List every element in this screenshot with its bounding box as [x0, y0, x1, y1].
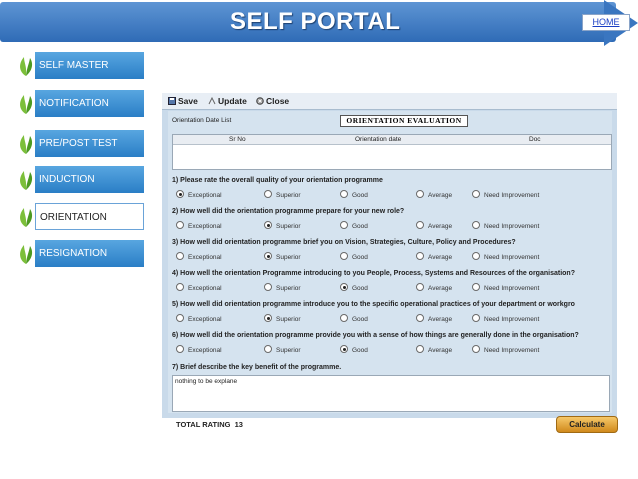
- total-rating-value: 13: [234, 420, 243, 429]
- leaf-icon: [17, 55, 35, 77]
- radio-label: Superior: [276, 254, 301, 261]
- save-button[interactable]: [168, 96, 198, 106]
- radio-icon: [264, 221, 272, 229]
- update-icon: [208, 97, 216, 105]
- radio-icon: [264, 252, 272, 260]
- radio-label: Superior: [276, 192, 301, 199]
- evaluation-title: ORIENTATION EVALUATION: [340, 115, 468, 127]
- radio-label: Superior: [276, 223, 301, 230]
- leaf-icon: [17, 206, 35, 228]
- radio-icon: [416, 283, 424, 291]
- radio-label: Good: [352, 347, 368, 354]
- question-6: 6) How well did the orientation programme provide you with a sense of how things are generally done in the organisation?: [172, 332, 579, 339]
- radio-icon: [176, 190, 184, 198]
- sidebar-item-self-master[interactable]: [17, 52, 145, 79]
- radio-icon: [472, 283, 480, 291]
- radio-icon: [472, 190, 480, 198]
- update-button[interactable]: [208, 96, 247, 106]
- sidebar-item-label: RESIGNATION: [35, 240, 144, 267]
- grid-header: [173, 135, 611, 145]
- sidebar-item-label: NOTIFICATION: [35, 90, 144, 117]
- radio-exceptional[interactable]: [176, 221, 222, 230]
- radio-good[interactable]: [340, 252, 368, 261]
- radio-need-improvement[interactable]: [472, 345, 539, 354]
- radio-label: Need Improvement: [484, 347, 540, 354]
- radio-icon: [264, 283, 272, 291]
- radio-icon: [264, 190, 272, 198]
- radio-label: Need Improvement: [484, 254, 540, 261]
- rating-options-q6: [172, 345, 602, 355]
- radio-icon: [472, 314, 480, 322]
- radio-label: Average: [428, 316, 453, 323]
- leaf-icon: [17, 93, 35, 115]
- radio-superior[interactable]: [264, 252, 301, 261]
- column-header-doc: Doc: [529, 136, 541, 143]
- leaf-icon: [17, 243, 35, 265]
- radio-label: Good: [352, 316, 368, 323]
- leaf-icon: [17, 133, 35, 155]
- radio-exceptional[interactable]: [176, 190, 222, 199]
- radio-icon: [340, 190, 348, 198]
- sidebar-item-induction[interactable]: [17, 166, 145, 193]
- radio-label: Average: [428, 285, 453, 292]
- radio-icon: [340, 221, 348, 229]
- radio-average[interactable]: [416, 314, 452, 323]
- radio-icon: [416, 190, 424, 198]
- radio-exceptional[interactable]: [176, 314, 222, 323]
- radio-label: Exceptional: [188, 285, 222, 292]
- radio-label: Exceptional: [188, 223, 222, 230]
- radio-average[interactable]: [416, 252, 452, 261]
- form-body: [168, 111, 612, 429]
- rating-options-q1: [172, 190, 602, 200]
- radio-icon: [264, 345, 272, 353]
- radio-good[interactable]: [340, 345, 368, 354]
- radio-superior[interactable]: [264, 221, 301, 230]
- radio-label: Good: [352, 254, 368, 261]
- home-link[interactable]: HOME: [582, 14, 630, 31]
- radio-label: Superior: [276, 316, 301, 323]
- radio-average[interactable]: [416, 283, 452, 292]
- sidebar-item-orientation[interactable]: [17, 203, 145, 230]
- radio-superior[interactable]: [264, 345, 301, 354]
- radio-label: Need Improvement: [484, 285, 540, 292]
- radio-label: Need Improvement: [484, 223, 540, 230]
- page-title: SELF PORTAL: [230, 8, 401, 35]
- orientation-date-grid[interactable]: [172, 134, 612, 170]
- radio-average[interactable]: [416, 345, 452, 354]
- toolbar: [162, 93, 617, 110]
- question-1: 1) Please rate the overall quality of your orientation programme: [172, 177, 383, 184]
- radio-icon: [176, 314, 184, 322]
- question-2: 2) How well did the orientation programme prepare for your new role?: [172, 208, 405, 215]
- header-banner: [0, 0, 638, 46]
- radio-good[interactable]: [340, 221, 368, 230]
- rating-options-q4: [172, 283, 602, 293]
- radio-exceptional[interactable]: [176, 345, 222, 354]
- rating-options-q2: [172, 221, 602, 231]
- radio-average[interactable]: [416, 190, 452, 199]
- radio-label: Need Improvement: [484, 316, 540, 323]
- total-rating: [176, 420, 243, 429]
- radio-icon: [416, 345, 424, 353]
- radio-icon: [340, 283, 348, 291]
- calculate-button[interactable]: Calculate: [556, 416, 618, 433]
- sidebar-item-resignation[interactable]: [17, 240, 145, 267]
- save-label: Save: [178, 96, 198, 106]
- question-4: 4) How well the orientation Programme introducing to you People, Process, Systems and Resources of the organisation?: [172, 270, 575, 277]
- radio-need-improvement[interactable]: [472, 221, 539, 230]
- radio-label: Average: [428, 347, 453, 354]
- radio-icon: [264, 314, 272, 322]
- sidebar-item-label: SELF MASTER: [35, 52, 144, 79]
- radio-label: Exceptional: [188, 192, 222, 199]
- sidebar-item-notification[interactable]: [17, 90, 145, 117]
- radio-icon: [340, 314, 348, 322]
- radio-need-improvement[interactable]: [472, 252, 539, 261]
- radio-icon: [176, 221, 184, 229]
- radio-label: Average: [428, 254, 453, 261]
- radio-label: Superior: [276, 347, 301, 354]
- column-header-orientation-date: Orientation date: [355, 136, 402, 143]
- radio-label: Good: [352, 223, 368, 230]
- update-label: Update: [218, 96, 247, 106]
- radio-good[interactable]: [340, 314, 368, 323]
- sidebar-item-pre-post-test[interactable]: [17, 130, 145, 157]
- leaf-icon: [17, 169, 35, 191]
- orientation-evaluation-panel: [162, 93, 617, 429]
- close-button[interactable]: [256, 96, 289, 106]
- radio-label: Exceptional: [188, 347, 222, 354]
- radio-icon: [416, 252, 424, 260]
- rating-options-q3: [172, 252, 602, 262]
- radio-label: Average: [428, 223, 453, 230]
- radio-icon: [472, 345, 480, 353]
- question-5: 5) How well did orientation programme introduce you to the specific operational practices of your department or workgro: [172, 301, 575, 308]
- radio-icon: [472, 252, 480, 260]
- close-icon: [256, 97, 264, 105]
- radio-superior[interactable]: [264, 283, 301, 292]
- radio-icon: [340, 345, 348, 353]
- benefit-textarea[interactable]: nothing to be explane: [172, 375, 610, 412]
- column-header-sr-no: Sr No: [229, 136, 246, 143]
- radio-icon: [416, 221, 424, 229]
- radio-superior[interactable]: [264, 314, 301, 323]
- radio-icon: [416, 314, 424, 322]
- radio-average[interactable]: [416, 221, 452, 230]
- radio-good[interactable]: [340, 283, 368, 292]
- radio-label: Need Improvement: [484, 192, 540, 199]
- close-label: Close: [266, 96, 290, 106]
- sidebar-item-label: INDUCTION: [35, 166, 144, 193]
- radio-label: Good: [352, 285, 368, 292]
- radio-icon: [340, 252, 348, 260]
- radio-exceptional[interactable]: [176, 283, 222, 292]
- radio-exceptional[interactable]: [176, 252, 222, 261]
- radio-need-improvement[interactable]: [472, 314, 539, 323]
- radio-label: Average: [428, 192, 453, 199]
- radio-label: Good: [352, 192, 368, 199]
- radio-icon: [176, 252, 184, 260]
- radio-icon: [176, 283, 184, 291]
- radio-label: Exceptional: [188, 316, 222, 323]
- radio-need-improvement[interactable]: [472, 190, 539, 199]
- orientation-date-list-label: Orientation Date List: [172, 117, 232, 124]
- radio-good[interactable]: [340, 190, 368, 199]
- rating-options-q5: [172, 314, 602, 324]
- question-7: 7) Brief describe the key benefit of the programme.: [172, 364, 342, 371]
- sidebar-item-label: ORIENTATION: [35, 203, 144, 230]
- radio-need-improvement[interactable]: [472, 283, 539, 292]
- question-3: 3) How well did orientation programme brief you on Vision, Strategies, Culture, Policy and Procedures?: [172, 239, 516, 246]
- radio-icon: [472, 221, 480, 229]
- radio-label: Exceptional: [188, 254, 222, 261]
- radio-icon: [176, 345, 184, 353]
- total-rating-label: TOTAL RATING: [176, 420, 231, 429]
- sidebar-item-label: PRE/POST TEST: [35, 130, 144, 157]
- radio-label: Superior: [276, 285, 301, 292]
- save-icon: [168, 97, 176, 105]
- radio-superior[interactable]: [264, 190, 301, 199]
